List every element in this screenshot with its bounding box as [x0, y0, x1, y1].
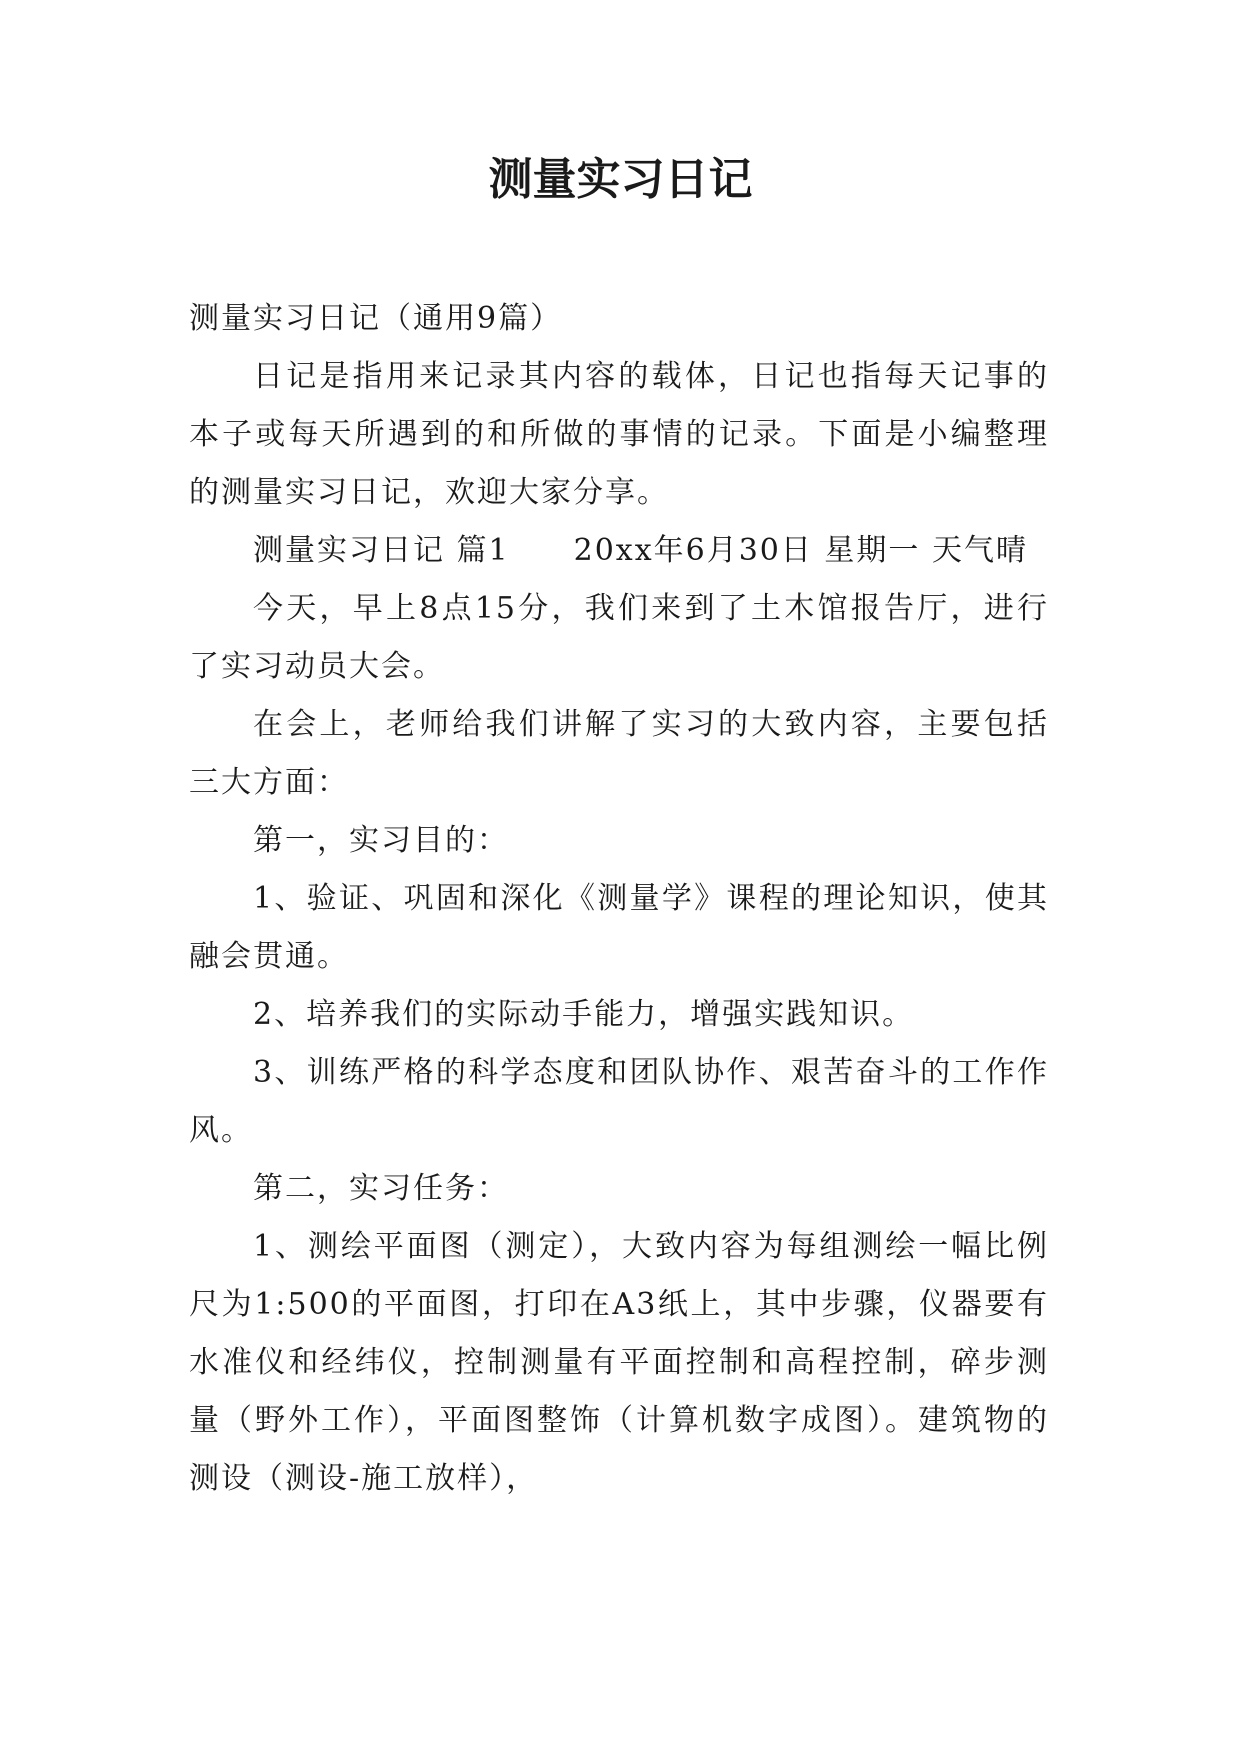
- paragraph: 1、测绘平面图（测定），大致内容为每组测绘一幅比例尺为1:500的平面图，打印在A3纸上，其中步骤，仪器要有水准仪和经纬仪，控制测量有平面控制和高程控制，碎步测量（野外工作），平面图整饰（计算机数字成图）。建筑物的测设（测设-施工放样），: [189, 1229, 1049, 1496]
- paragraph: 在会上，老师给我们讲解了实习的大致内容，主要包括三大方面：: [189, 707, 1049, 800]
- document-title: 测量实习日记: [488, 154, 753, 205]
- paragraph: 日记是指用来记录其内容的载体，日记也指每天记事的本子或每天所遇到的和所做的事情的记录。下面是小编整理的测量实习日记，欢迎大家分享。: [189, 359, 1049, 510]
- paragraph: 第一，实习目的：: [253, 823, 509, 858]
- paragraph: 1、验证、巩固和深化《测量学》课程的理论知识，使其融会贯通。: [189, 881, 1049, 974]
- paragraph: 3、训练严格的科学态度和团队协作、艰苦奋斗的工作作风。: [189, 1055, 1049, 1148]
- paragraph: 测量实习日记 篇1 20xx年6月30日 星期一 天气晴: [253, 533, 1028, 568]
- paragraph: 第二，实习任务：: [253, 1171, 509, 1206]
- document-body: [189, 290, 1049, 1508]
- paragraph: 今天，早上8点15分，我们来到了土木馆报告厅，进行了实习动员大会。: [189, 591, 1049, 684]
- paragraph: 2、培养我们的实际动手能力，增强实践知识。: [253, 997, 915, 1032]
- document-subtitle: 测量实习日记（通用9篇）: [189, 301, 563, 336]
